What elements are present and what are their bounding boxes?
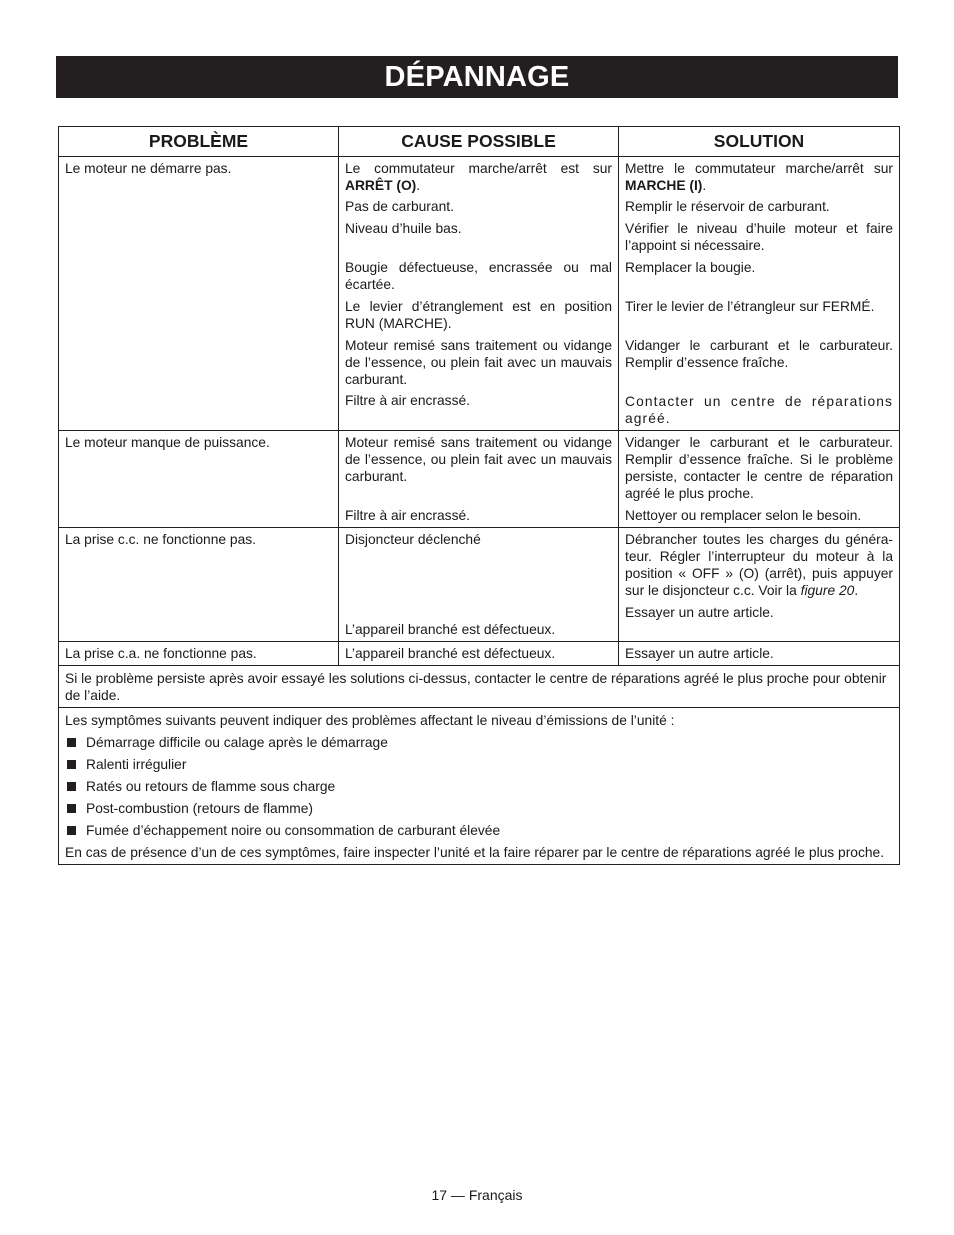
solution-text: Mettre le commutateur marche/arrêt sur MARCHE (I).	[625, 161, 893, 193]
emissions-list	[65, 734, 893, 839]
solution-cell	[619, 431, 900, 528]
page-footer: 17 — Français	[431, 1187, 523, 1203]
problem-cell: Le moteur ne démarre pas.	[59, 157, 339, 431]
solution-cell	[619, 157, 900, 431]
list-item: Fumée d’échappement noire ou consommation de carburant élevée	[65, 822, 893, 839]
header-problem: PROBLÈME	[59, 127, 339, 157]
page-title: DÉPANNAGE	[56, 56, 898, 98]
solution-text: Remplacer la bougie.	[625, 260, 756, 275]
cause-text: Niveau d’huile bas.	[345, 221, 462, 236]
cause-text: Le commutateur marche/arrêt est sur ARRÊT (O).	[345, 161, 612, 193]
square-bullet-icon	[67, 760, 76, 769]
solution-text: Tirer le levier de l’étrangleur sur FERMÉ.	[625, 299, 875, 314]
cause-cell	[339, 157, 619, 431]
square-bullet-icon	[67, 782, 76, 791]
table-row	[59, 666, 900, 708]
solution-text: Contacter un centre de réparations agréé.	[625, 394, 893, 426]
table-row	[59, 708, 900, 865]
solution-cell	[619, 642, 900, 666]
list-item: Ralenti irrégulier	[65, 756, 893, 773]
problem-cell: Le moteur manque de puissance.	[59, 431, 339, 528]
cause-text: Le levier d’étranglement est en position RUN (MARCHE).	[345, 299, 612, 331]
table-row	[59, 157, 900, 431]
square-bullet-icon	[67, 804, 76, 813]
table-header-row	[59, 127, 900, 157]
troubleshooting-table	[58, 126, 900, 865]
problem-cell: La prise c.a. ne fonctionne pas.	[59, 642, 339, 666]
cause-text: Filtre à air encrassé.	[345, 508, 470, 523]
cause-cell	[339, 431, 619, 528]
solution-text: Vérifier le niveau d’huile moteur et faire l’appoint si nécessaire.	[625, 221, 893, 253]
list-item: Ratés ou retours de flamme sous charge	[65, 778, 893, 795]
solution-text: Vidanger le carburant et le carburateur. Remplir d’essence fraîche.	[625, 338, 893, 370]
header-solution: SOLUTION	[619, 127, 900, 157]
cause-text: Moteur remisé sans traitement ou vidange de l’essence, ou plein fait avec un mauvais carburant.	[345, 338, 612, 387]
emissions-closing: En cas de présence d’un de ces symptômes, faire inspecter l’unité et la faire réparer par le centre de réparations agréé le plus proche.	[65, 845, 885, 860]
cause-cell	[339, 528, 619, 642]
list-item: Post-combustion (retours de flamme)	[65, 800, 893, 817]
table-row	[59, 528, 900, 642]
solution-text: Nettoyer ou remplacer selon le besoin.	[625, 508, 862, 523]
header-cause: CAUSE POSSIBLE	[339, 127, 619, 157]
square-bullet-icon	[67, 826, 76, 835]
emissions-intro: Les symptômes suivants peuvent indiquer des problèmes affectant le niveau d’émissions de l’unité :	[65, 713, 675, 728]
problem-cell: La prise c.c. ne fonctionne pas.	[59, 528, 339, 642]
square-bullet-icon	[67, 738, 76, 747]
table-row	[59, 431, 900, 528]
cause-cell	[339, 642, 619, 666]
cause-text: L’appareil branché est défectueux.	[345, 646, 556, 661]
cause-text: Pas de carburant.	[345, 199, 454, 214]
solution-cell	[619, 528, 900, 642]
persist-note: Si le problème persiste après avoir essayé les solutions ci-dessus, contacter le centre de réparations agréé le plus proche pour obtenir de l’aide.	[59, 666, 900, 708]
cause-text: Disjoncteur déclenché	[345, 532, 481, 547]
table-row	[59, 642, 900, 666]
solution-text: Essayer un autre article.	[625, 646, 774, 661]
cause-text: Filtre à air encrassé.	[345, 393, 470, 408]
solution-text: Essayer un autre article.	[625, 605, 774, 620]
cause-text: L’appareil branché est défectueux.	[345, 622, 556, 637]
cause-text: Moteur remisé sans traitement ou vidange de l’essence, ou plein fait avec un mauvais carburant.	[345, 435, 612, 484]
solution-text: Remplir le réservoir de carburant.	[625, 199, 830, 214]
list-item: Démarrage difficile ou calage après le démarrage	[65, 734, 893, 751]
emissions-section	[59, 708, 900, 865]
solution-text: Vidanger le carburant et le carburateur. Remplir d’essence fraîche. Si le problème persiste, contacter le centre de réparation agréé le plus proche.	[625, 435, 893, 501]
solution-text: Débrancher toutes les charges du générateur. Régler l’interrupteur du moteur à la position « OFF » (O) (arrêt), puis appuyer sur le disjoncteur c.c. Voir la figure 20.	[625, 532, 893, 598]
cause-text: Bougie défectueuse, encrassée ou mal écartée.	[345, 260, 612, 292]
